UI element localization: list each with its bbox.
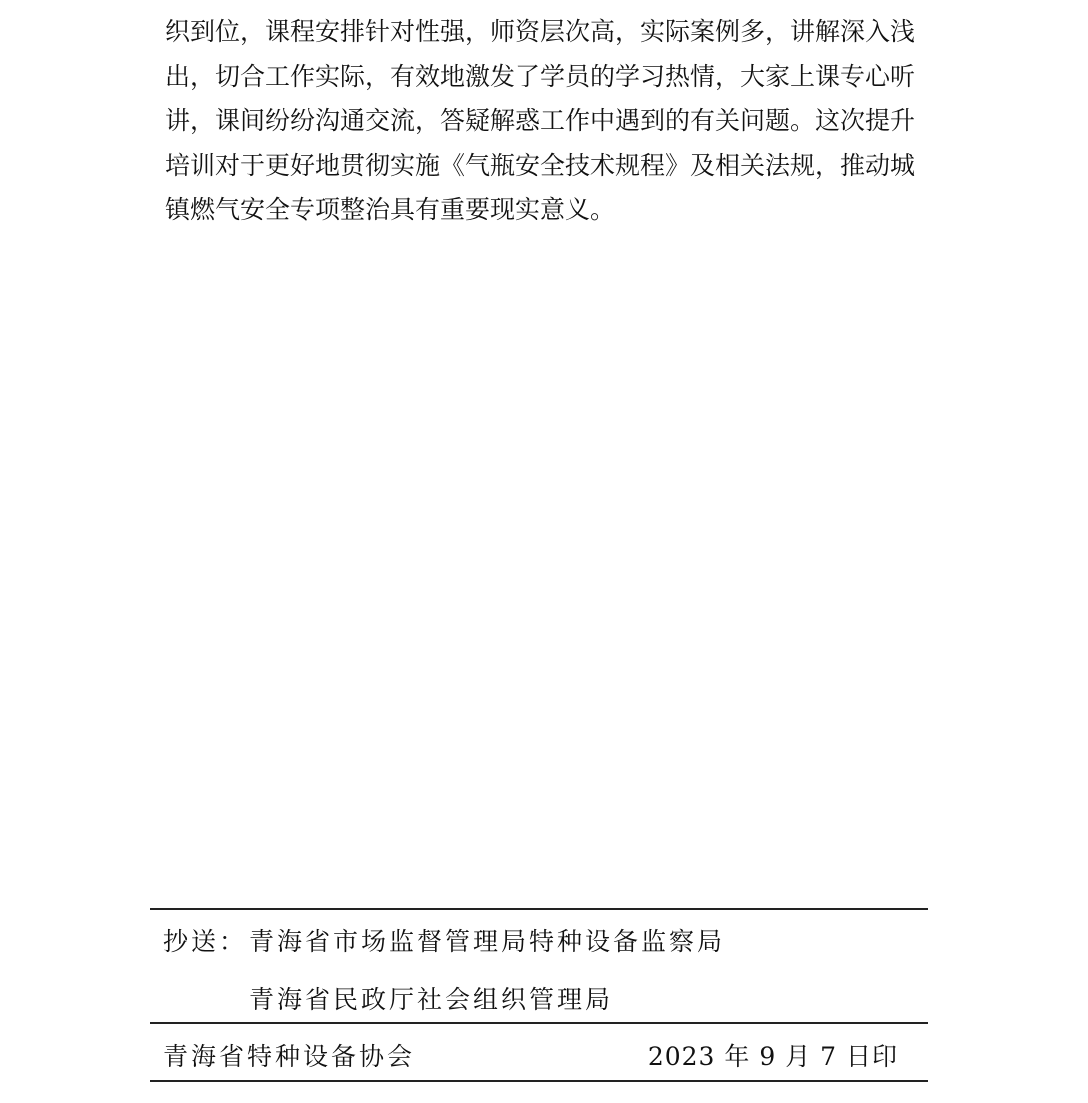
cc-label: 抄送： (163, 927, 248, 956)
body-paragraph (165, 10, 935, 233)
bottom-divider (150, 1080, 928, 1082)
middle-divider (150, 1022, 928, 1024)
cc-recipient: 青海省市场监督管理局特种设备监察局 (249, 927, 726, 956)
top-divider (150, 908, 928, 910)
paragraph-line: 织到位，课程安排针对性强，师资层次高，实际案例多，讲解深入浅 (165, 17, 916, 46)
paragraph-line: 镇燃气安全专项整治具有重要现实意义。 (165, 195, 616, 225)
cc-recipient: 青海省民政厅社会组织管理局 (249, 985, 614, 1014)
issuer-name: 青海省特种设备协会 (163, 1042, 416, 1071)
paragraph-line: 出，切合工作实际，有效地激发了学员的学习热情，大家上课专心听 (165, 61, 916, 91)
paragraph-line: 讲，课间纷纷沟通交流，答疑解惑工作中遇到的有关问题。这次提升 (165, 106, 916, 136)
print-date: 2023 年 9 月 7 日印 (647, 1042, 898, 1071)
paragraph-line: 培训对于更好地贯彻实施《气瓶安全技术规程》及相关法规，推动城 (165, 150, 916, 180)
